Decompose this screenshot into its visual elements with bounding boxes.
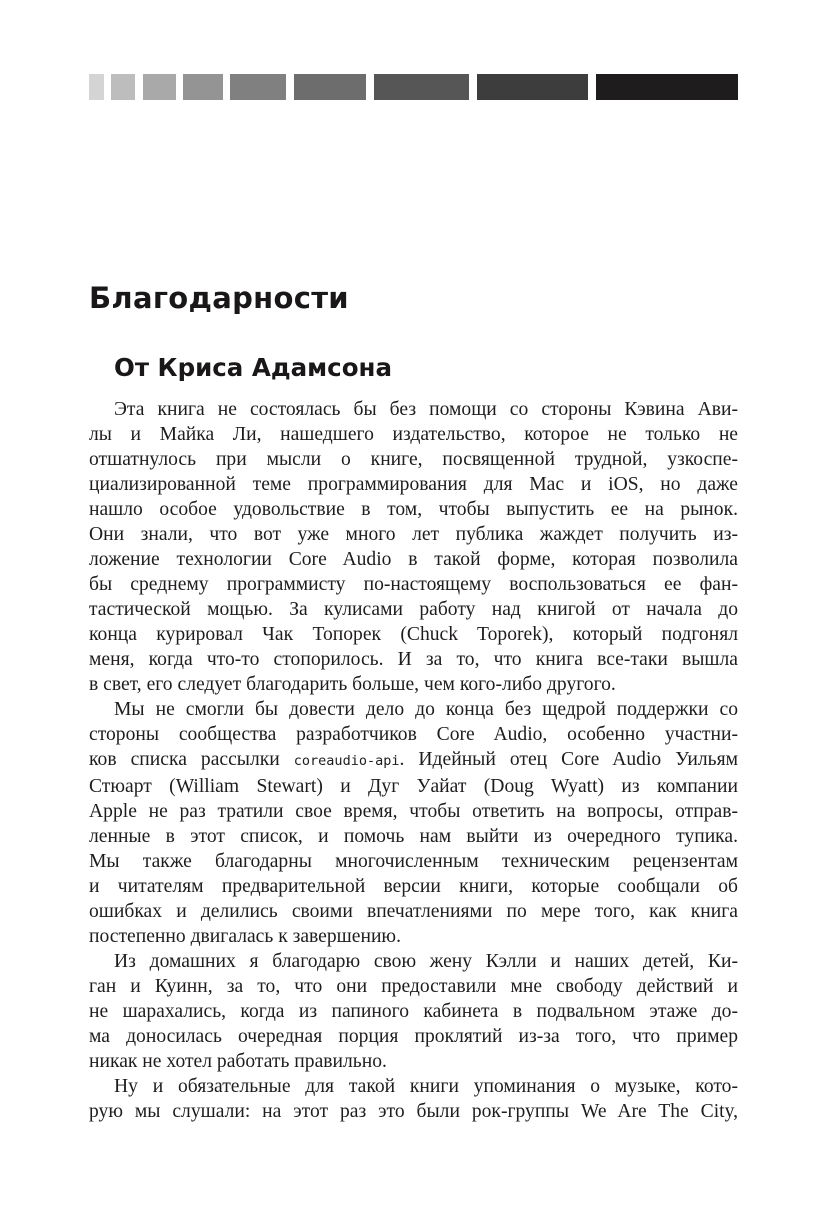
text-line: рую мы слушали: на этот раз это были рок-группы We Are The City, [89, 1101, 738, 1122]
text-line: ложение технологии Core Audio в такой форме, которая позволила [89, 549, 738, 570]
text-line: Мы также благодарны многочисленным техническим рецензентам [89, 851, 738, 872]
text-line: лы и Майка Ли, нашедшего издательство, которое не только не [89, 424, 738, 445]
paragraph-3 [89, 949, 738, 1074]
text-line: меня, когда что-то стопорилось. И за то, что книга все-таки вышла [89, 649, 738, 670]
header-bar-segment [183, 74, 223, 100]
text-line: Эта книга не состоялась бы без помощи со стороны Кэвина Ави- [114, 399, 738, 420]
section-title: От Криса Адамсона [114, 353, 392, 382]
text-line: нашло особое удовольствие в том, чтобы выпустить ее на рынок. [89, 499, 738, 520]
paragraph-4 [89, 1074, 738, 1124]
text-line: ошибках и делились своими впечатлениями по мере того, как книга [89, 901, 738, 922]
text-line: Стюарт (William Stewart) и Дуг Уайат (Doug Wyatt) из компании [89, 776, 738, 797]
text-line: не шарахались, когда из папиного кабинета в подвальном этаже до- [89, 1001, 738, 1022]
paragraph-1 [89, 397, 738, 697]
header-bar-segment [294, 74, 366, 100]
text-line [89, 747, 738, 774]
header-bar-segment [230, 74, 286, 100]
text-line: циализированной теме программирования для Mac и iOS, но даже [89, 474, 738, 495]
header-bar-segment [596, 74, 738, 100]
header-bar-segment [111, 74, 135, 100]
text-line: никак не хотел работать правильно. [89, 1051, 387, 1072]
mailing-list-code: coreaudio-api [293, 753, 400, 769]
text-line: стороны сообщества разработчиков Core Audio, особенно участни- [89, 724, 738, 745]
text-line: Они знали, что вот уже много лет публика жаждет получить из- [89, 524, 738, 545]
text-line: Из домашних я благодарю свою жену Кэлли и наших детей, Ки- [114, 951, 738, 972]
paragraph-2 [89, 697, 738, 949]
body-text [89, 397, 738, 1124]
text-line: Ну и обязательные для такой книги упоминания о музыке, кото- [114, 1076, 738, 1097]
text-line: отшатнулось при мысли о книге, посвященной трудной, узкоспе- [89, 449, 738, 470]
header-bar-segment [477, 74, 588, 100]
text-line: Apple не раз тратили свое время, чтобы ответить на вопросы, отправ- [89, 801, 738, 822]
text-line: ма доносилась очередная порция проклятий из-за того, что пример [89, 1026, 738, 1047]
text-line: конца курировал Чак Топорек (Chuck Toporek), который подгонял [89, 624, 738, 645]
header-bar-segment [89, 74, 104, 100]
text-line: в свет, его следует благодарить больше, чем кого-либо другого. [89, 674, 616, 695]
text-fragment: . Идейный отец Core Audio Уильям [399, 749, 738, 770]
header-bar-segment [143, 74, 176, 100]
text-line: бы среднему программисту по-настоящему воспользоваться ее фан- [89, 574, 738, 595]
header-bar-segment [374, 74, 469, 100]
text-line: тастической мощью. За кулисами работу над книгой от начала до [89, 599, 738, 620]
text-line: ган и Куинн, за то, что они предоставили мне свободу действий и [89, 976, 738, 997]
text-line: и читателям предварительной версии книги, которые сообщали об [89, 876, 738, 897]
text-fragment: ков списка рассылки [89, 749, 294, 770]
text-line: постепенно двигалась к завершению. [89, 926, 401, 947]
text-line: ленные в этот список, и помочь нам выйти из очередного тупика. [89, 826, 738, 847]
header-gradient-bar [89, 74, 738, 100]
text-line: Мы не смогли бы довести дело до конца без щедрой поддержки со [114, 699, 738, 720]
chapter-title: Благодарности [89, 281, 349, 315]
